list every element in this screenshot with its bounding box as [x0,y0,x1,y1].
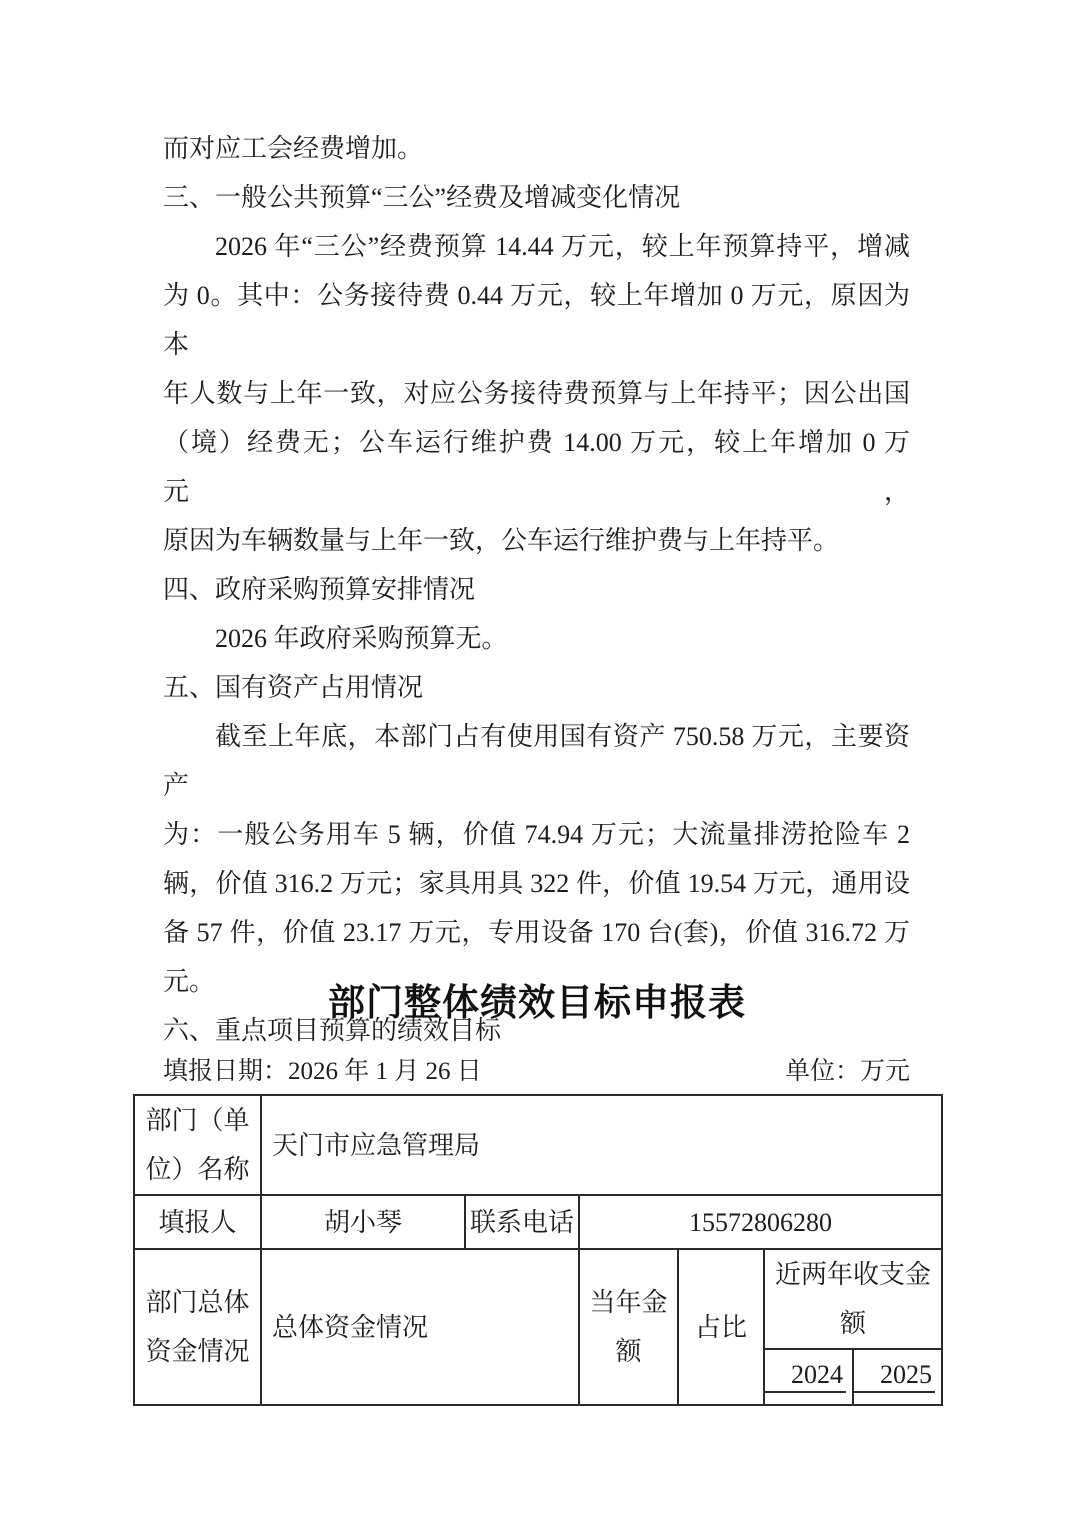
body-line: 备 57 件，价值 23.17 万元，专用设备 170 台(套)，价值 316.72 万 [163,918,910,947]
form-title: 部门整体绩效目标申报表 [328,982,746,1023]
form-meta-row [163,1051,910,1087]
body-line: 四、政府采购预算安排情况 [163,575,476,604]
fill-date-label: 填报日期：2026 年 1 月 26 日 [163,1058,482,1085]
table-row-funds-header [134,1249,942,1349]
fund-overview-cell: 总体资金情况 [261,1249,579,1405]
performance-target-table [133,1094,943,1406]
body-line: 辆，价值 316.2 万元；家具用具 322 件，价值 19.54 万元，通用设 [163,869,910,898]
body-line: 三、一般公共预算“三公”经费及增减变化情况 [163,183,681,212]
body-line: 为 0。其中：公务接待费 0.44 万元，较上年增加 0 万元，原因为本 [163,281,910,359]
year-2024-blank: 2024 [765,1360,846,1393]
phone-value-cell: 15572806280 [579,1195,942,1249]
body-line: 原因为车辆数量与上年一致，公车运行维护费与上年持平。 [163,526,840,555]
body-line: 截至上年底，本部门占有使用国有资产 750.58 万元，主要资产 [163,722,910,800]
ratio-header-cell: 占比 [678,1249,764,1405]
body-line: 2026 年政府采购预算无。 [215,624,508,653]
body-line: 六、重点项目预算的绩效目标 [163,1016,502,1045]
unit-label: 单位：万元 [784,1058,910,1085]
year-2025-cell [853,1349,942,1405]
overall-funds-label-cell: 部门总体资金情况 [134,1249,261,1405]
body-line: 为：一般公务用车 5 辆，价值 74.94 万元；大流量排涝抢险车 2 [163,820,910,849]
body-line: 五、国有资产占用情况 [163,673,424,702]
dept-name-label-cell: 部门（单位）名称 [134,1095,261,1195]
year-2024-cell [764,1349,853,1405]
recent-two-years-header-cell: 近两年收支金额 [764,1249,942,1349]
phone-label-cell: 联系电话 [465,1195,579,1249]
body-line: 而对应工会经费增加。 [163,134,424,163]
current-amount-header-cell: 当年金额 [579,1249,678,1405]
table-row-dept [134,1095,942,1195]
table-row-filler [134,1195,942,1249]
body-line: 2026 年“三公”经费预算 14.44 万元，较上年预算持平，增减 [215,232,910,261]
body-text-block [163,124,910,1055]
filler-value-cell: 胡小琴 [261,1195,465,1249]
filler-label-cell: 填报人 [134,1195,261,1249]
body-line: 年人数与上年一致，对应公务接待费预算与上年持平；因公出国 [163,379,910,408]
body-line: （境）经费无；公车运行维护费 14.00 万元，较上年增加 0 万元， [163,428,910,506]
dept-name-value-cell: 天门市应急管理局 [261,1095,942,1195]
year-2025-blank: 2025 [854,1360,935,1393]
body-line: 元。 [163,967,216,996]
